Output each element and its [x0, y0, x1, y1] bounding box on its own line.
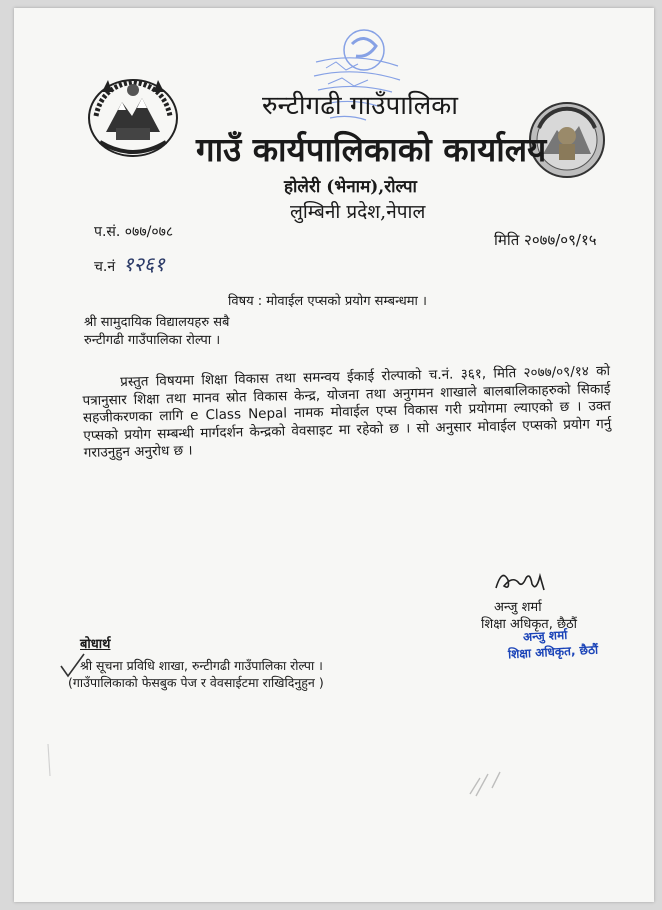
addressee-line-1: श्री सामुदायिक विद्यालयहरु सबै — [84, 315, 230, 330]
signatory-stamp-title: शिक्षा अधिकृत, छैठौं — [507, 642, 599, 662]
municipality-name: रुन्टीगढी गाउँपालिका — [262, 91, 459, 121]
dispatch-number-row — [94, 250, 165, 277]
letter-reference-number: प.सं. ०७७/०७८ — [94, 224, 174, 240]
office-province: लुम्बिनी प्रदेश,नेपाल — [290, 201, 426, 223]
letter-body — [82, 363, 612, 462]
letter-date: मिति २०७७/०९/१५ — [494, 231, 597, 249]
office-location: होलेरी (भेनाम),रोल्पा — [284, 177, 417, 197]
signatory-stamp-name: अन्जु शर्मा — [522, 627, 568, 645]
paragraph-indent — [82, 386, 120, 387]
scan-smudge-icon — [40, 740, 60, 780]
letter-body-text: प्रस्तुत विषयमा शिक्षा विकास तथा समन्वय ईकाई रोल्पाको च.नं. ३६१, मिति २०७७/०९/१४ को पत्रानुसार शिक्षा तथा मानव स्रोत विकास केन्द्र, योजना तथा अनुगमन शाखाले बालबालिकाहरुको सिकाई सहजीकरणका लागि e Class Nepal नामक मोवाईल एप्स विकास गरी प्रयोगमा ल्याएको छ । उक्त एप्सको प्रयोग सम्बन्धी मार्गदर्शन केन्द्रको वेवसाइट मा रहेको छ । सो अनुसार मोवाईल एप्सको प्रयोग गर्नु गराउनुहुन अनुरोध छ । — [82, 363, 612, 461]
addressee-line-2: रुन्टीगढी गाउँपालिका रोल्पा । — [84, 333, 221, 348]
cc-line-2: (गाउँपालिकाको फेसबुक पेज र वेवसाईटमा राखिदिनुहुन ) — [68, 675, 324, 690]
cc-line-1: श्री सूचना प्रविधि शाखा, रुन्टीगढी गाउँपालिका रोल्पा । — [80, 658, 323, 673]
signatory-title: शिक्षा अधिकृत, छैठौं — [481, 617, 578, 632]
signatory-name: अन्जु शर्मा — [494, 600, 542, 615]
dispatch-number-label: च.नं — [94, 259, 116, 275]
cc-heading: बोधार्थ — [80, 637, 111, 652]
nepal-government-emblem-icon — [82, 72, 184, 160]
office-title: गाउँ कार्यपालिकाको कार्यालय — [196, 130, 547, 169]
scan-smudge-icon — [466, 768, 506, 798]
dispatch-number-value: १२६१ — [123, 252, 165, 276]
letter-subject: विषय : मोवाईल एप्सको प्रयोग सम्बन्धमा । — [228, 294, 427, 309]
handwritten-signature-icon — [492, 566, 552, 596]
